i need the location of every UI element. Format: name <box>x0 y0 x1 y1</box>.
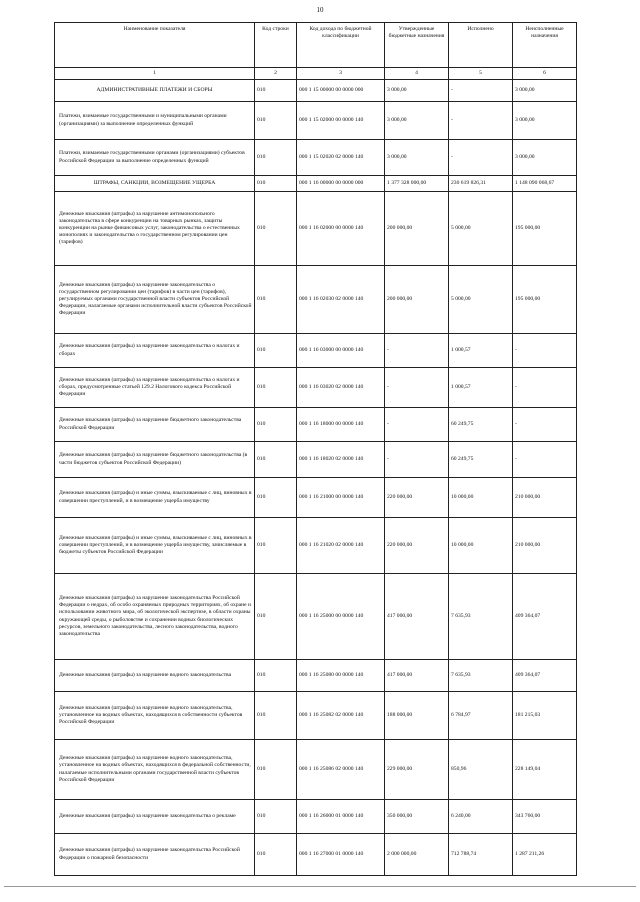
row-income-code: 000 1 16 21000 00 0000 140 <box>297 478 385 518</box>
header-executed: Исполнено <box>449 23 513 68</box>
row-income-code: 000 1 16 02030 02 0000 140 <box>297 266 385 334</box>
row-income-code: 000 1 16 25080 00 0000 140 <box>297 660 385 692</box>
row-unexecuted: 210 000,00 <box>513 518 577 574</box>
row-approved: 220 000,00 <box>385 518 449 574</box>
table-row <box>55 102 577 140</box>
row-unexecuted: - <box>513 334 577 368</box>
row-unexecuted: - <box>513 368 577 408</box>
row-name: ШТРАФЫ, САНКЦИИ, ВОЗМЕЩЕНИЕ УЩЕРБА <box>55 176 255 192</box>
row-name: Денежные взыскания (штрафы) за нарушение законодательства Российской Федерации о недрах, об особо охраняемых природных территориях, об охране и использовании животного мира, об экологической экспертизе, в области охраны окружающей среды, о рыболовстве и сохранении водных биологических ресурсов, земельного законодательства, лесного законодательства, водного законодательства <box>55 574 255 660</box>
row-unexecuted: 195 000,00 <box>513 192 577 266</box>
row-line-code: 010 <box>255 266 297 334</box>
row-name: Денежные взыскания (штрафы) за нарушение законодательства о налогах и сборах, предусмотренные статьей 129.2 Налогового кодекса Российской Федерации <box>55 368 255 408</box>
row-approved: 220 000,00 <box>385 478 449 518</box>
row-approved: 229 000,00 <box>385 740 449 800</box>
row-executed: 6 784,97 <box>449 692 513 740</box>
row-approved: 200 000,00 <box>385 192 449 266</box>
row-executed: 850,96 <box>449 740 513 800</box>
row-approved: 3 000,00 <box>385 140 449 176</box>
table-row <box>55 368 577 408</box>
row-income-code: 000 1 16 02000 00 0000 140 <box>297 192 385 266</box>
row-name: Денежные взыскания (штрафы) за нарушение водного законодательства, установленное на водных объектах, находящихся в федеральной собственности, налагаемые исполнительными органами государственной власти субъектов Российской Федерации <box>55 740 255 800</box>
row-line-code: 010 <box>255 334 297 368</box>
table-row <box>55 834 577 876</box>
row-name: Платежи, взимаемые государственными органами (организациями) субъектов Российской Федерации за выполнение определенных функций <box>55 140 255 176</box>
row-approved: - <box>385 334 449 368</box>
row-approved: 1 377 328 000,00 <box>385 176 449 192</box>
row-line-code: 010 <box>255 740 297 800</box>
row-income-code: 000 1 16 25082 02 0000 140 <box>297 692 385 740</box>
page-number: 10 <box>316 6 324 14</box>
row-unexecuted: 3 000,00 <box>513 102 577 140</box>
row-unexecuted: 3 000,00 <box>513 80 577 102</box>
header-approved: Утвержденные бюджетные назначения <box>385 23 449 68</box>
row-line-code: 010 <box>255 660 297 692</box>
column-number-row <box>55 68 577 80</box>
table-row <box>55 408 577 442</box>
row-unexecuted: 195 000,00 <box>513 266 577 334</box>
row-line-code: 010 <box>255 192 297 266</box>
row-income-code: 000 1 16 25000 00 0000 140 <box>297 574 385 660</box>
row-line-code: 010 <box>255 692 297 740</box>
row-unexecuted: 210 000,00 <box>513 478 577 518</box>
row-line-code: 010 <box>255 574 297 660</box>
row-name: Денежные взыскания (штрафы) за нарушение бюджетного законодательства (в части бюджетов субъектов Российской Федерации) <box>55 442 255 478</box>
row-income-code: 000 1 16 18020 02 0000 140 <box>297 442 385 478</box>
row-unexecuted: 343 760,00 <box>513 800 577 834</box>
table-row <box>55 692 577 740</box>
row-name: Денежные взыскания (штрафы) за нарушение законодательства о государственном регулировании цен (тарифов) в части цен (тарифов), регулируемых органами государственной власти субъектов Российской Федерации, налагаемые органами исполнительной власти субъектов Российской Федерации <box>55 266 255 334</box>
row-executed: - <box>449 80 513 102</box>
row-executed: 7 635,93 <box>449 574 513 660</box>
column-number: 3 <box>297 68 385 80</box>
row-executed: 1 000,57 <box>449 334 513 368</box>
row-name: Денежные взыскания (штрафы) за нарушение водного законодательства, установленное на водных объектах, находящихся в собственности субъектов Российской Федерации <box>55 692 255 740</box>
row-income-code: 000 1 16 00000 00 0000 000 <box>297 176 385 192</box>
row-name: Денежные взыскания (штрафы) за нарушение антимонопольного законодательства в сфере конкуренции на товарных рынках, защиты конкуренции на рынке финансовых услуг, законодательства о естественных монополиях и законодательства о государственном регулировании цен (тарифов) <box>55 192 255 266</box>
row-approved: 417 000,00 <box>385 574 449 660</box>
budget-execution-table <box>54 22 577 876</box>
row-approved: 200 000,00 <box>385 266 449 334</box>
page-bottom-rule <box>4 886 636 887</box>
column-number: 6 <box>513 68 577 80</box>
row-executed: 1 000,57 <box>449 368 513 408</box>
row-line-code: 010 <box>255 102 297 140</box>
row-approved: 417 000,00 <box>385 660 449 692</box>
table-row <box>55 80 577 102</box>
row-name: Денежные взыскания (штрафы) и иные суммы, взыскиваемые с лиц, виновных в совершении преступлений, и в возмещение ущерба имуществу <box>55 478 255 518</box>
column-number: 1 <box>55 68 255 80</box>
row-approved: - <box>385 368 449 408</box>
row-executed: - <box>449 102 513 140</box>
row-line-code: 010 <box>255 518 297 574</box>
table-row <box>55 800 577 834</box>
row-name: Денежные взыскания (штрафы) за нарушение законодательства о налогах и сборах <box>55 334 255 368</box>
table-row <box>55 740 577 800</box>
row-executed: 712 788,74 <box>449 834 513 876</box>
table-row <box>55 518 577 574</box>
row-unexecuted: - <box>513 442 577 478</box>
row-approved: - <box>385 442 449 478</box>
column-number: 5 <box>449 68 513 80</box>
column-number: 4 <box>385 68 449 80</box>
row-name: АДМИНИСТРАТИВНЫЕ ПЛАТЕЖИ И СБОРЫ <box>55 80 255 102</box>
header-indicator-name: Наименование показателя <box>55 23 255 68</box>
row-line-code: 010 <box>255 140 297 176</box>
table-row <box>55 334 577 368</box>
row-income-code: 000 1 16 18000 00 0000 140 <box>297 408 385 442</box>
row-name: Денежные взыскания (штрафы) за нарушение бюджетного законодательства Российской Федерации <box>55 408 255 442</box>
row-income-code: 000 1 16 27000 01 0000 140 <box>297 834 385 876</box>
row-approved: 3 000,00 <box>385 80 449 102</box>
row-approved: - <box>385 408 449 442</box>
table-row <box>55 478 577 518</box>
row-executed: 7 635,93 <box>449 660 513 692</box>
row-line-code: 010 <box>255 834 297 876</box>
row-executed: 6 240,00 <box>449 800 513 834</box>
row-name: Платежи, взимаемые государственными и муниципальными органами (организациями) за выполнение определенных функций <box>55 102 255 140</box>
row-executed: - <box>449 140 513 176</box>
row-executed: 5 000,00 <box>449 192 513 266</box>
table-row <box>55 442 577 478</box>
table-row <box>55 192 577 266</box>
row-executed: 10 000,00 <box>449 518 513 574</box>
row-line-code: 010 <box>255 442 297 478</box>
row-name: Денежные взыскания (штрафы) за нарушение законодательства Российской Федерации о пожарной безопасности <box>55 834 255 876</box>
row-unexecuted: 181 215,03 <box>513 692 577 740</box>
row-income-code: 000 1 16 26000 01 0000 140 <box>297 800 385 834</box>
row-approved: 3 000,00 <box>385 102 449 140</box>
row-executed: 230 619 826,31 <box>449 176 513 192</box>
header-row <box>55 23 577 68</box>
row-executed: 60 249,75 <box>449 442 513 478</box>
row-executed: 10 000,00 <box>449 478 513 518</box>
row-approved: 188 000,00 <box>385 692 449 740</box>
row-income-code: 000 1 15 02020 02 0000 140 <box>297 140 385 176</box>
row-name: Денежные взыскания (штрафы) за нарушение законодательства о рекламе <box>55 800 255 834</box>
row-income-code: 000 1 16 03000 00 0000 140 <box>297 334 385 368</box>
row-approved: 350 000,00 <box>385 800 449 834</box>
row-approved: 2 000 000,00 <box>385 834 449 876</box>
row-executed: 60 249,75 <box>449 408 513 442</box>
row-unexecuted: 409 364,07 <box>513 574 577 660</box>
table-row <box>55 574 577 660</box>
table-row <box>55 176 577 192</box>
header-unexecuted: Неисполненные назначения <box>513 23 577 68</box>
row-executed: 5 000,00 <box>449 266 513 334</box>
row-unexecuted: - <box>513 408 577 442</box>
row-unexecuted: 228 149,04 <box>513 740 577 800</box>
row-line-code: 010 <box>255 368 297 408</box>
row-income-code: 000 1 15 02000 00 0000 140 <box>297 102 385 140</box>
table-row <box>55 140 577 176</box>
row-line-code: 010 <box>255 408 297 442</box>
row-line-code: 010 <box>255 80 297 102</box>
column-number: 2 <box>255 68 297 80</box>
row-name: Денежные взыскания (штрафы) и иные суммы, взыскиваемые с лиц, виновных в совершении преступлений, и в возмещение ущерба имуществу, зачисляемые в бюджеты субъектов Российской Федерации <box>55 518 255 574</box>
row-line-code: 010 <box>255 478 297 518</box>
row-income-code: 000 1 15 00000 00 0000 000 <box>297 80 385 102</box>
row-unexecuted: 1 148 090 068,67 <box>513 176 577 192</box>
table-row <box>55 660 577 692</box>
row-name: Денежные взыскания (штрафы) за нарушение водного законодательства <box>55 660 255 692</box>
header-income-code: Код дохода по бюджетной классификации <box>297 23 385 68</box>
row-income-code: 000 1 16 03020 02 0000 140 <box>297 368 385 408</box>
row-unexecuted: 409 364,07 <box>513 660 577 692</box>
row-unexecuted: 1 287 211,26 <box>513 834 577 876</box>
row-line-code: 010 <box>255 176 297 192</box>
header-line-code: Код строки <box>255 23 297 68</box>
row-income-code: 000 1 16 25086 02 0000 140 <box>297 740 385 800</box>
row-unexecuted: 3 000,00 <box>513 140 577 176</box>
row-income-code: 000 1 16 21020 02 0000 140 <box>297 518 385 574</box>
row-line-code: 010 <box>255 800 297 834</box>
table-row <box>55 266 577 334</box>
